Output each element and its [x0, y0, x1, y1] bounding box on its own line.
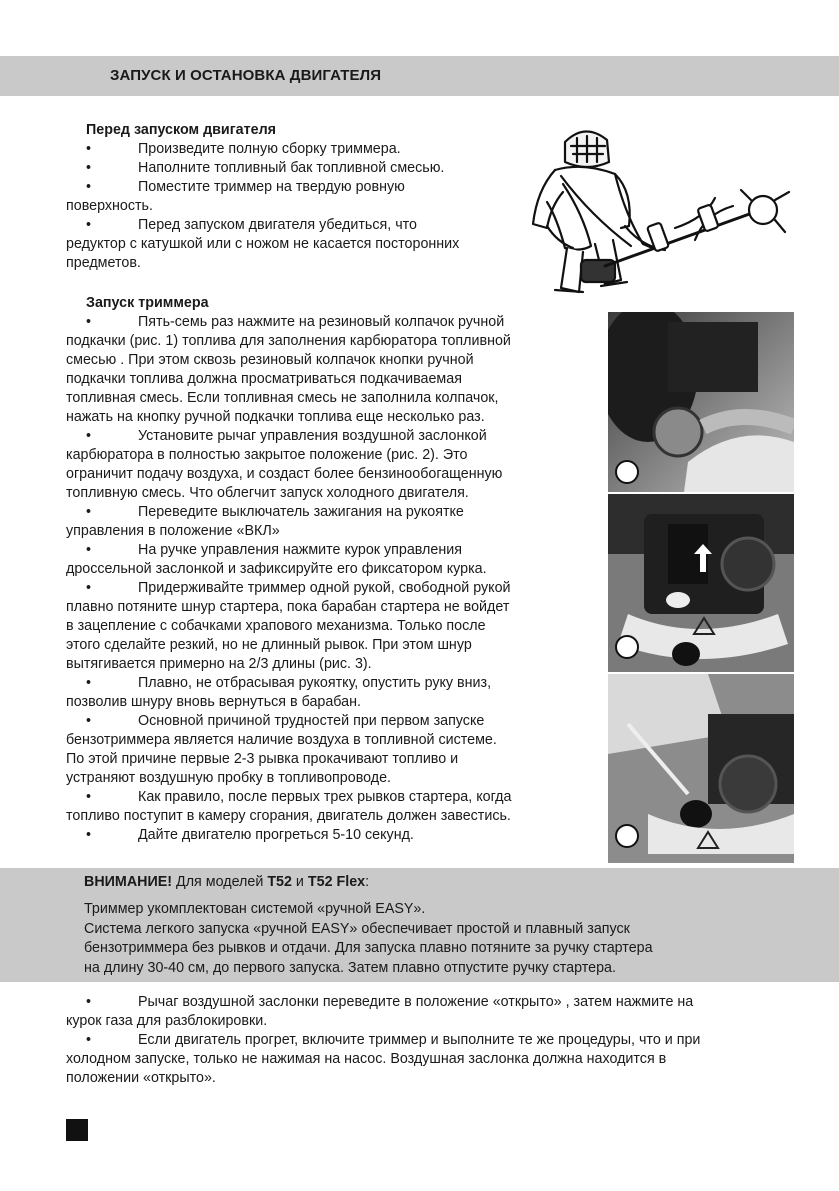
attention-title: ВНИМАНИЕ! Для моделей T52 и T52 Flex: — [84, 874, 370, 890]
list-item-continuation: вытягивается примерно на 2/3 длины (рис. 3). — [66, 656, 372, 672]
figure-2-photo — [608, 494, 794, 672]
list-item: • Поместите триммер на твердую ровную — [86, 179, 405, 195]
list-item-continuation: нажать на кнопку ручной подкачки топлива еще несколько раз. — [66, 409, 485, 425]
list-item: • Произведите полную сборку триммера. — [86, 141, 401, 157]
list-item-continuation: подкачки топлива должна просматриваться подкачиваемая — [66, 371, 462, 387]
after-section — [66, 993, 786, 1088]
figure-1-photo — [608, 312, 794, 492]
list-item-continuation: предметов. — [66, 255, 141, 271]
list-item-continuation: позволив шнуру вновь вернуться в барабан. — [66, 694, 361, 710]
list-item-continuation: подкачки (рис. 1) топлива для заполнения карбюратора топливной — [66, 333, 511, 349]
list-item-continuation: курок газа для разблокировки. — [66, 1013, 268, 1029]
list-item: • Переведите выключатель зажигания на рукоятке — [86, 504, 464, 520]
list-item-continuation: дроссельной заслонкой и зафиксируйте его фиксатором курка. — [66, 561, 487, 577]
list-item-continuation: топливо поступит в камеру сгорания, двигатель должен завестись. — [66, 808, 511, 824]
list-item-continuation: управления в положение «ВКЛ» — [66, 523, 280, 539]
list-item-continuation: редуктор с катушкой или с ножом не касается посторонних — [66, 236, 460, 252]
list-item: • Плавно, не отбрасывая рукоятку, опустить руку вниз, — [86, 675, 492, 691]
list-item: • Дайте двигателю прогреться 5-10 секунд. — [86, 827, 414, 843]
list-item: • Пять-семь раз нажмите на резиновый колпачок ручной — [86, 314, 505, 330]
list-item-continuation: топливную смесь. Что облегчит запуск холодного двигателя. — [66, 485, 469, 501]
list-item: • Перед запуском двигателя убедиться, что — [86, 217, 417, 233]
list-item-continuation: холодном запуске, только не нажимая на насос. Воздушная заслонка должна находится в — [66, 1051, 667, 1067]
figure-3-photo — [608, 674, 794, 863]
list-item: • Как правило, после первых трех рывков стартера, когда — [86, 789, 512, 805]
list-item-continuation: в зацепление с собачками храпового механизма. Только после — [66, 618, 486, 634]
before-start-section — [66, 121, 536, 273]
attention-line: Триммер укомплектован системой «ручной EASY». — [84, 901, 426, 917]
operator-illustration — [525, 120, 810, 300]
list-item-continuation: устраняют воздушную пробку в топливопроводе. — [66, 770, 392, 786]
attention-line: Система легкого запуска «ручной EASY» обеспечивает простой и плавный запуск — [84, 920, 630, 937]
list-item-continuation: этого сделайте резкий, но не длинный рывок. При этом шнур — [66, 637, 472, 653]
attention-box — [0, 868, 839, 982]
list-item-continuation: карбюратора в полностью закрытое положение (рис. 2). Это — [66, 447, 468, 463]
figure-photos — [608, 312, 794, 863]
attention-line: на длину 30-40 см, до первого запуска. Затем плавно отпустите ручку стартера. — [84, 959, 616, 976]
header-band — [0, 56, 839, 96]
list-item-continuation: положении «открыто». — [66, 1070, 216, 1086]
list-item: • Если двигатель прогрет, включите триммер и выполните те же процедуры, что и при — [86, 1032, 701, 1048]
list-item-continuation: бензотриммера является наличие воздуха в топливной системе. — [66, 732, 497, 748]
list-item: • Придерживайте триммер одной рукой, свободной рукой — [86, 580, 511, 596]
list-item-continuation: поверхность. — [66, 198, 153, 214]
attention-line: бензотриммера без рывков и отдачи. Для запуска плавно потяните за ручку стартера — [84, 940, 653, 956]
list-item: • Рычаг воздушной заслонки переведите в положение «открыто» , затем нажмите на — [86, 994, 694, 1010]
attention-body — [84, 900, 653, 978]
list-item-continuation: топливная смесь. Если топливная смесь не заполнила колпачок, — [66, 390, 499, 406]
start-trimmer-section — [66, 294, 596, 845]
start-trimmer-heading: Запуск триммера — [86, 295, 209, 311]
list-item: • На ручке управления нажмите курок управления — [86, 542, 462, 558]
list-item: • Наполните топливный бак топливной смесью. — [86, 160, 445, 176]
page-title: ЗАПУСК И ОСТАНОВКА ДВИГАТЕЛЯ — [110, 67, 382, 84]
list-item: • Основной причиной трудностей при первом запуске — [86, 713, 485, 729]
list-item-continuation: смесью . При этом сквозь резиновый колпачок кнопки ручной — [66, 352, 474, 368]
list-item-continuation: ограничит подачу воздуха, и создаст более бензинообогащенную — [66, 466, 503, 482]
list-item-continuation: плавно потяните шнур стартера, пока барабан стартера не войдет — [66, 599, 510, 615]
page-marker — [66, 1119, 88, 1141]
list-item: • Установите рычаг управления воздушной заслонкой — [86, 428, 487, 444]
list-item-continuation: По этой причине первые 2-3 рывка прокачивают топливо и — [66, 751, 459, 767]
before-start-heading: Перед запуском двигателя — [86, 122, 277, 138]
